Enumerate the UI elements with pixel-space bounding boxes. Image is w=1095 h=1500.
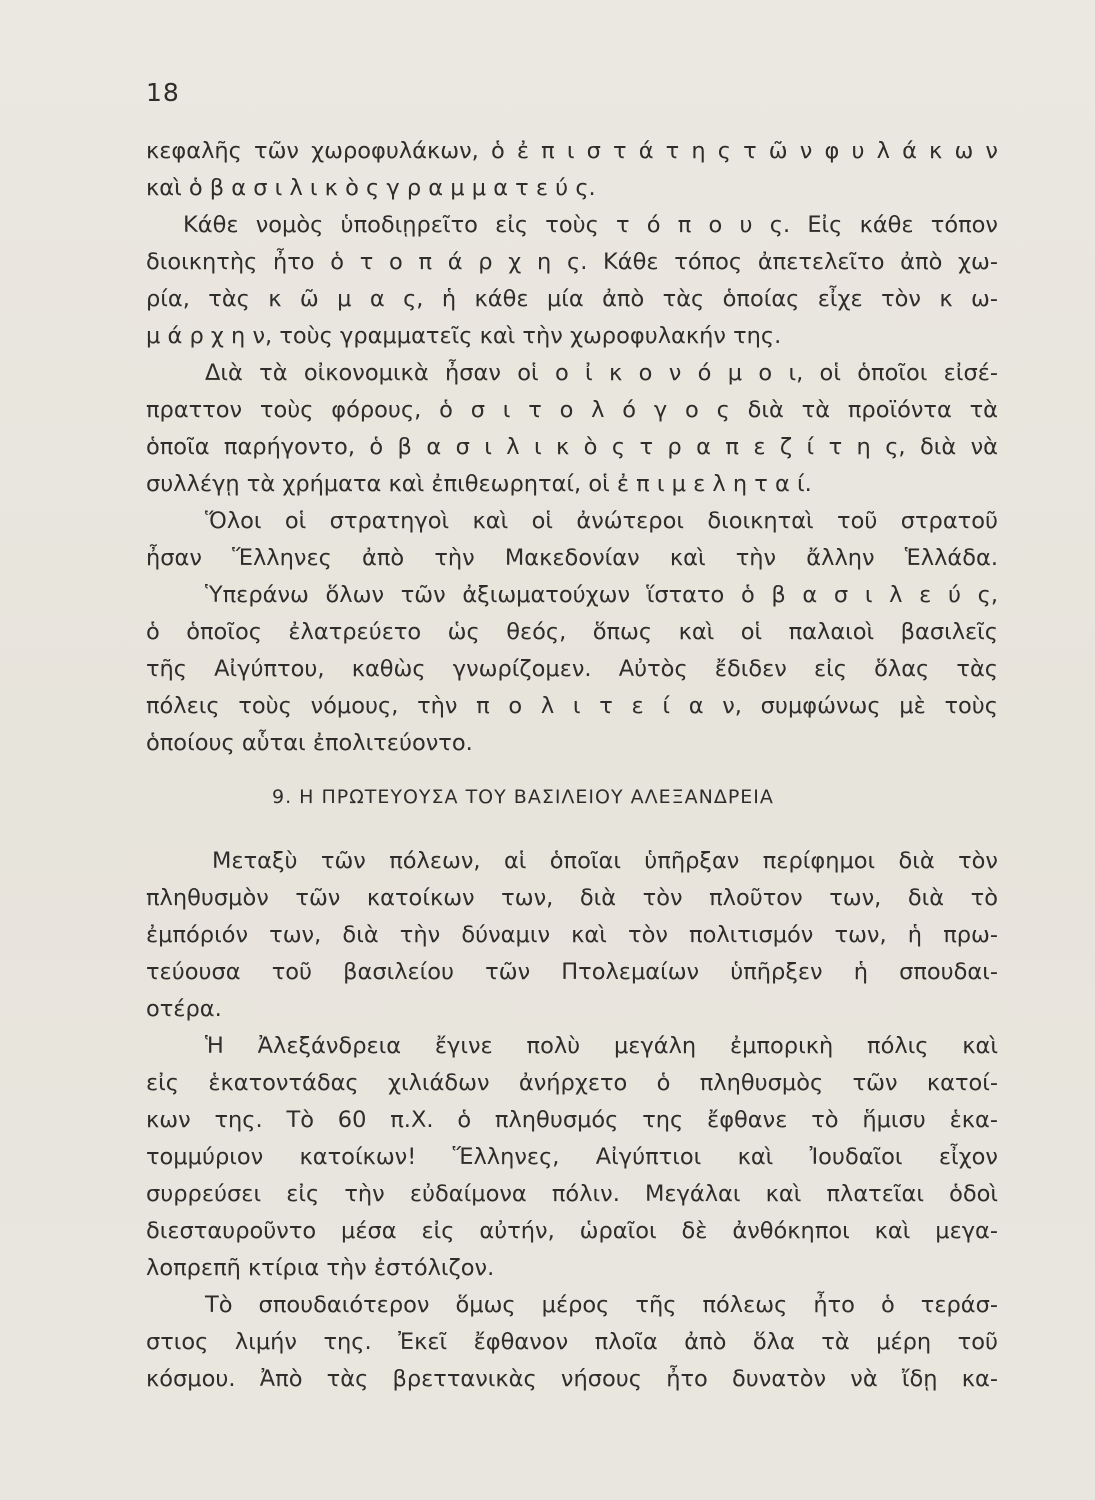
- text-line: καὶ ὁ β α σ ι λ ι κ ὸ ς γ ρ α μ μ α τ ε ύ ς.: [146, 175, 596, 201]
- text-line: τεύουσα τοῦ βασιλείου τῶν Πτολεμαίων ὑπῆρξεν ἡ σπουδαι-: [146, 959, 998, 985]
- text-line: ὁποῖα παρήγοντο, ὁ β α σ ι λ ι κ ὸ ς τ ρ α π ε ζ ί τ η ς, διὰ νὰ: [146, 434, 998, 460]
- text-line: ὁ ὁποῖος ἐλατρεύετο ὡς θεός, ὅπως καὶ οἱ παλαιοὶ βασιλεῖς: [146, 619, 998, 645]
- text-line: Τὸ σπουδαιότερον ὅμως μέρος τῆς πόλεως ἦτο ὁ τεράσ-: [205, 1292, 998, 1318]
- text-line: διοικητὴς ἦτο ὁ τ ο π ά ρ χ η ς. Κάθε τόπος ἀπετελεῖτο ἀπὸ χω-: [146, 249, 998, 275]
- text-line: μ ά ρ χ η ν, τοὺς γραμματεῖς καὶ τὴν χωροφυλακήν της.: [146, 323, 782, 349]
- text-line: Μεταξὺ τῶν πόλεων, αἱ ὁποῖαι ὑπῆρξαν περίφημοι διὰ τὸν: [212, 848, 998, 874]
- text-line: κων της. Τὸ 60 π.Χ. ὁ πληθυσμός της ἔφθανε τὸ ἥμισυ ἑκα-: [146, 1107, 998, 1133]
- text-line: τομμύριον κατοίκων! Ἕλληνες, Αἰγύπτιοι καὶ Ἰουδαῖοι εἶχον: [146, 1144, 998, 1170]
- text-line: πληθυσμὸν τῶν κατοίκων των, διὰ τὸν πλοῦτον των, διὰ τὸ: [146, 885, 998, 911]
- text-line: κόσμου. Ἀπὸ τὰς βρεττανικὰς νήσους ἦτο δυνατὸν νὰ ἴδῃ κα-: [146, 1366, 998, 1392]
- text-line: κεφαλῆς τῶν χωροφυλάκων, ὁ ἐ π ι σ τ ά τ η ς τ ῶ ν φ υ λ ά κ ω ν: [146, 138, 998, 164]
- text-line: Κάθε νομὸς ὑποδιῃρεῖτο εἰς τοὺς τ ό π ο υ ς. Εἰς κάθε τόπον: [183, 212, 998, 238]
- text-line: ὁποίους αὗται ἐπολιτεύοντο.: [146, 730, 473, 756]
- text-line: ἐμπόριόν των, διὰ τὴν δύναμιν καὶ τὸν πολιτισμόν των, ἡ πρω-: [146, 922, 998, 948]
- text-line: Ἡ Ἀλεξάνδρεια ἔγινε πολὺ μεγάλη ἐμπορικὴ πόλις καὶ: [205, 1033, 998, 1059]
- text-line: τῆς Αἰγύπτου, καθὼς γνωρίζομεν. Αὐτὸς ἔδιδεν εἰς ὅλας τὰς: [146, 656, 998, 682]
- text-line: συλλέγῃ τὰ χρήματα καὶ ἐπιθεωρηταί, οἱ ἐ π ι μ ε λ η τ α ί.: [146, 471, 812, 497]
- section-heading: 9. Η ΠΡΩΤΕΥΟΥΣΑ ΤΟΥ ΒΑΣΙΛΕΙΟΥ ΑΛΕΞΑΝΔΡΕΙΑ: [272, 786, 774, 808]
- text-line: διεσταυροῦντο μέσα εἰς αὐτήν, ὡραῖοι δὲ ἀνθόκηποι καὶ μεγα-: [146, 1218, 998, 1244]
- text-line: συρρεύσει εἰς τὴν εὐδαίμονα πόλιν. Μεγάλαι καὶ πλατεῖαι ὁδοὶ: [146, 1181, 998, 1207]
- text-line: πόλεις τοὺς νόμους, τὴν π ο λ ι τ ε ί α ν, συμφώνως μὲ τοὺς: [146, 693, 998, 719]
- text-line: πραττον τοὺς φόρους, ὁ σ ι τ ο λ ό γ ο ς διὰ τὰ προϊόντα τὰ: [146, 397, 998, 423]
- text-line: λοπρεπῆ κτίρια τὴν ἐστόλιζον.: [146, 1255, 495, 1281]
- text-line: ἦσαν Ἕλληνες ἀπὸ τὴν Μακεδονίαν καὶ τὴν ἄλλην Ἑλλάδα.: [146, 545, 998, 571]
- text-line: Ὅλοι οἱ στρατηγοὶ καὶ οἱ ἀνώτεροι διοικηταὶ τοῦ στρατοῦ: [205, 508, 998, 534]
- text-line: ρία, τὰς κ ῶ μ α ς, ἡ κάθε μία ἀπὸ τὰς ὁποίας εἶχε τὸν κ ω-: [146, 286, 998, 312]
- text-line: Διὰ τὰ οἰκονομικὰ ἦσαν οἱ ο ἰ κ ο ν ό μ ο ι, οἱ ὁποῖοι εἰσέ-: [205, 360, 998, 386]
- text-line: οτέρα.: [146, 996, 222, 1022]
- text-line: στιος λιμήν της. Ἐκεῖ ἔφθανον πλοῖα ἀπὸ ὅλα τὰ μέρη τοῦ: [146, 1329, 998, 1355]
- text-line: Ὑπεράνω ὅλων τῶν ἀξιωματούχων ἵστατο ὁ β α σ ι λ ε ύ ς,: [205, 582, 998, 608]
- page-number: 18: [146, 78, 180, 107]
- text-line: εἰς ἑκατοντάδας χιλιάδων ἀνήρχετο ὁ πληθυσμὸς τῶν κατοί-: [146, 1070, 998, 1096]
